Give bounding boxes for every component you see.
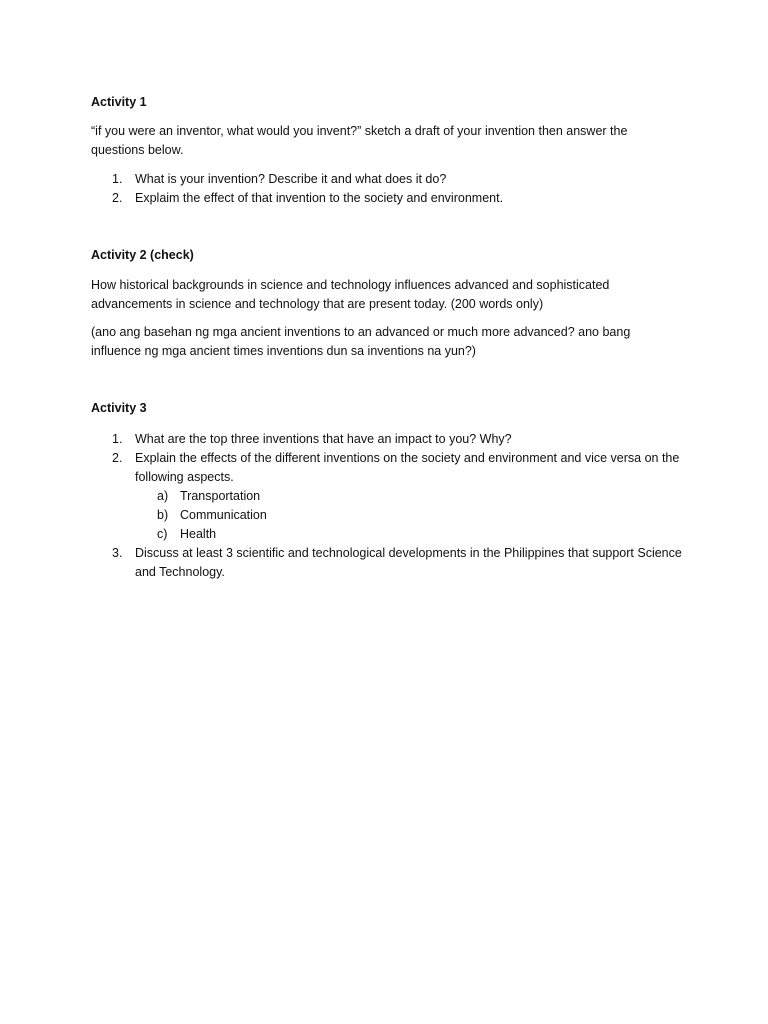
activity-2-heading: Activity 2 (check) [91,248,194,262]
activity-1-heading: Activity 1 [91,95,147,109]
list-item-number: 3. [112,546,123,560]
list-item-text: Discuss at least 3 scientific and technological developments in the Philippines that support Science and Technology. [135,546,682,579]
sublist-item [135,506,691,525]
list-item [91,449,691,544]
list-item [91,544,691,582]
activity-2-prompt: How historical backgrounds in science and technology influences advanced and sophisticated advancements in science and technology that are present today. (200 words only) [91,278,610,311]
list-item-number: 1. [112,172,123,186]
list-item [91,170,691,189]
list-item-text: What is your invention? Describe it and what does it do? [135,172,447,186]
activity-1-question-list [91,170,691,208]
activity-3-heading: Activity 3 [91,401,147,415]
sublist-item-letter: c) [157,527,168,541]
sublist-item-text: Health [180,527,217,541]
list-item [91,189,691,208]
sublist-item-text: Transportation [180,489,261,503]
activity-1-prompt: “if you were an inventor, what would you invent?” sketch a draft of your invention then answer the questions below. [91,124,628,157]
list-item-text: What are the top three inventions that have an impact to you? Why? [135,432,512,446]
sublist-item-letter: b) [157,508,169,522]
activity-2-note: (ano ang basehan ng mga ancient inventions to an advanced or much more advanced? ano bang influence ng mga ancient times inventions dun sa inventions na yun?) [91,325,631,358]
activity-3-question-list [91,430,691,582]
list-item-number: 2. [112,451,123,465]
list-item-number: 1. [112,432,123,446]
list-item-number: 2. [112,191,123,205]
aspects-sublist [135,487,691,544]
sublist-item-letter: a) [157,489,169,503]
sublist-item [135,525,691,544]
list-item-text: Explaim the effect of that invention to the society and environment. [135,191,504,205]
list-item [91,430,691,449]
list-item-text: Explain the effects of the different inventions on the society and environment and vice versa on the following aspects. [135,451,680,484]
sublist-item-text: Communication [180,508,267,522]
sublist-item [135,487,691,506]
